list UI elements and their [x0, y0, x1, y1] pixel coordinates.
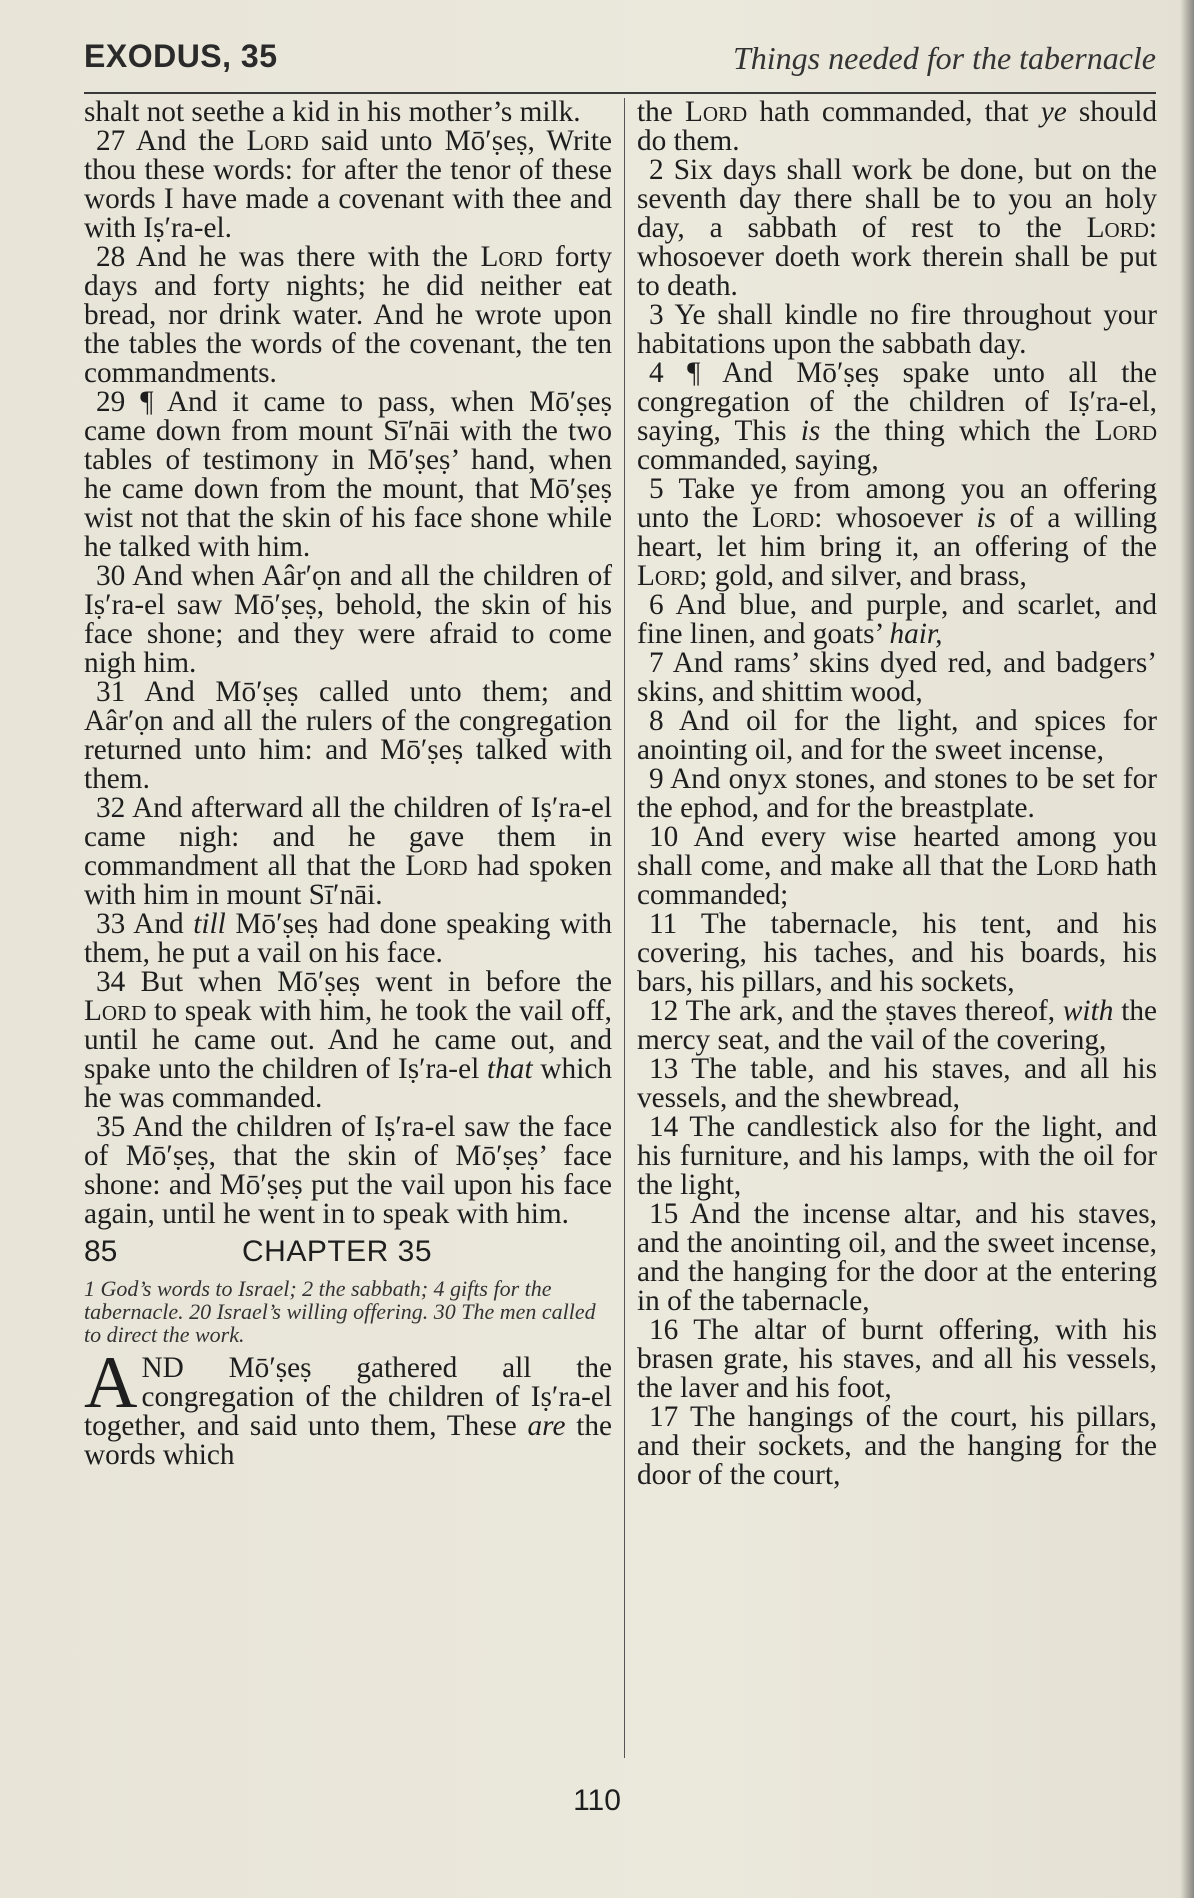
verse-8: 8 And oil for the light, and spices for anointing oil, and for the sweet incense,: [637, 705, 1157, 766]
verse-1-continuation: the Lord hath commanded, that ye should do them.: [637, 96, 1157, 157]
header-rule: [84, 92, 1156, 94]
verse-34: 34 But when Mō′ṣeṣ went in before the Lord to speak with him, he took the vail off, until he came out. And he came out, and spake unto the children of Iṣ′ra-el that which he was commanded.: [84, 966, 612, 1114]
verse-30: 30 And when Aâr′ọn and all the children of Iṣ′ra-el saw Mō′ṣeṣ, behold, the skin of his face shone; and they were afraid to come nigh him.: [84, 560, 612, 679]
running-title: Things needed for the tabernacle: [732, 40, 1156, 76]
verse-27: 27 And the Lord said unto Mō′ṣeṣ, Write thou these words: for after the tenor of these words I have made a covenant with thee and with Iṣ′ra-el.: [84, 125, 613, 244]
verse-28: 28 And he was there with the Lord forty days and forty nights; he did neither eat bread, nor drink water. And he wrote upon the tables the words of the covenant, the ten commandments.: [84, 241, 612, 389]
verse-6: 6 And blue, and purple, and scarlet, and fine linen, and goats’ hair,: [637, 589, 1157, 650]
verse-11: 11 The tabernacle, his tent, and his covering, his taches, and his boards, his bars, his pillars, and his sockets,: [637, 908, 1157, 998]
right-column: [637, 98, 1157, 1490]
chapter-summary: 1 God’s words to Israel; 2 the sabbath; 4 gifts for the tabernacle. 20 Israel’s willing offering. 30 The men called to direct the work.: [84, 1276, 596, 1347]
verse-2: 2 Six days shall work be done, but on the seventh day there shall be to you an holy day, a sabbath of rest to the Lord: whosoever doeth work therein shall be put to death.: [637, 154, 1157, 302]
verse-4: 4 ¶ And Mō′ṣeṣ spake unto all the congregation of the children of Iṣ′ra-el, saying, This is the thing which the Lord commanded, saying,: [637, 357, 1157, 476]
book-chapter-heading: EXODUS, 35: [84, 38, 278, 74]
verse-10: 10 And every wise hearted among you shall come, and make all that the Lord hath commanded;: [637, 821, 1157, 911]
chapter-heading: [84, 1237, 612, 1271]
verse-7: 7 And rams’ skins dyed red, and badgers’ skins, and shittim wood,: [637, 647, 1157, 708]
chapter-margin-number: 85: [84, 1235, 118, 1268]
left-column: [84, 98, 612, 1470]
verse-14: 14 The candlestick also for the light, and his furniture, and his lamps, with the oil for the light,: [637, 1111, 1157, 1201]
verse-continuation: shalt not seethe a kid in his mother’s milk.: [84, 96, 581, 128]
drop-cap: A: [84, 1342, 138, 1424]
verse-33: 33 And till Mō′ṣeṣ had done speaking with them, he put a vail on his face.: [84, 908, 612, 969]
page-edge-shadow: [1180, 0, 1194, 1898]
verse-29: 29 ¶ And it came to pass, when Mō′ṣeṣ came down from mount Sī′nāi with the two tables of testimony in Mō′ṣeṣ’ hand, when he came down from the mount, that Mō′ṣeṣ wist not that the skin of his face shone while he talked with him.: [84, 386, 612, 563]
verse-16: 16 The altar of burnt offering, with his brasen grate, his staves, and all his vessels, the laver and his foot,: [637, 1314, 1157, 1404]
verse-3: 3 Ye shall kindle no fire throughout your habitations upon the sabbath day.: [637, 299, 1157, 360]
verse-9: 9 And onyx stones, and stones to be set for the ephod, and for the breastplate.: [637, 763, 1157, 824]
verse-17: 17 The hangings of the court, his pillars, and their sockets, and the hanging for the door of the court,: [637, 1401, 1157, 1491]
verse-5: 5 Take ye from among you an offering unto the Lord: whosoever is of a willing heart, let him bring it, an offering of the Lord; gold, and silver, and brass,: [637, 473, 1157, 592]
verse-1: AND Mō′ṣeṣ gathered all the congregation of the children of Iṣ′ra-el together, and said unto them, These are the words which: [84, 1342, 612, 1471]
verse-31: 31 And Mō′ṣeṣ called unto them; and Aâr′ọn and all the rulers of the congregation returned unto him: and Mō′ṣeṣ talked with them.: [84, 676, 612, 795]
running-header: [84, 38, 1156, 86]
chapter-title: CHAPTER 35: [242, 1235, 433, 1268]
page-number: 110: [573, 1784, 621, 1817]
verse-12: 12 The ark, and the ṣtaves thereof, with the mercy seat, and the vail of the covering,: [637, 995, 1157, 1056]
verse-15: 15 And the incense altar, and his staves, and the anointing oil, and the sweet incense, and the hanging for the door at the entering in of the tabernacle,: [637, 1198, 1157, 1317]
verse-35: 35 And the children of Iṣ′ra-el saw the face of Mō′ṣeṣ, that the skin of Mō′ṣeṣ’ face shone: and Mō′ṣeṣ put the vail upon his face again, until he went in to speak with him.: [84, 1111, 612, 1230]
verse-13: 13 The table, and his staves, and all his vessels, and the shewbread,: [637, 1053, 1157, 1114]
column-divider: [624, 98, 625, 1758]
verse-32: 32 And afterward all the children of Iṣ′ra-el came nigh: and he gave them in commandment all that the Lord had spoken with him in mount Sī′nāi.: [84, 792, 612, 911]
